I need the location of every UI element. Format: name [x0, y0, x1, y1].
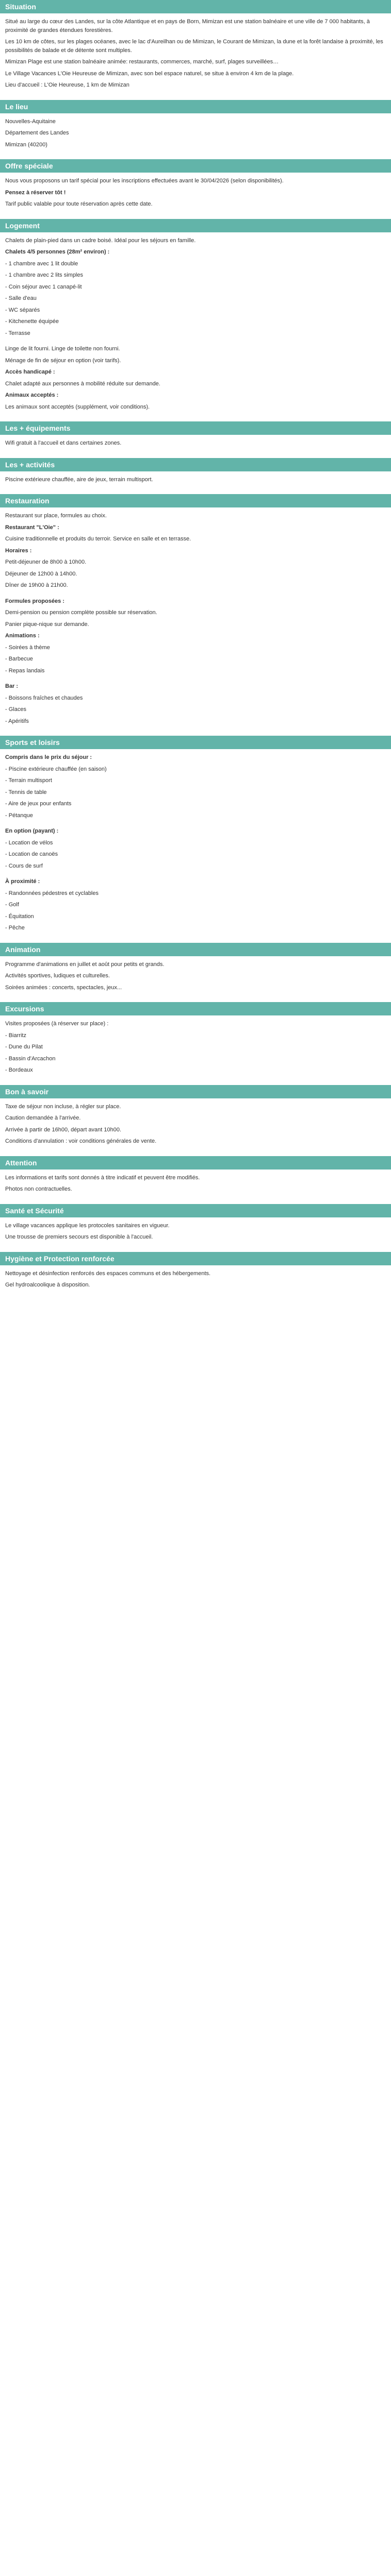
logement-item-7: - Terrasse [5, 330, 30, 336]
logement-subtitle-3: Animaux acceptés : [5, 392, 59, 398]
sports-subtitle-1: Compris dans le prix du séjour : [5, 754, 92, 760]
hygiene-text-2: Gel hydroalcoolique à disposition. [5, 1282, 90, 1288]
restauration-text-5: Dîner de 19h00 à 21h00. [5, 582, 68, 588]
sports-item-4: - Aire de jeux pour enfants [5, 801, 72, 807]
hygiene-section [0, 1265, 391, 1300]
excursions-item-4: - Bordeaux [5, 1067, 33, 1073]
restauration-text-7: Panier pique-nique sur demande. [5, 621, 89, 628]
excursions-section [0, 1015, 391, 1085]
sports-nearby-2: - Golf [5, 902, 19, 908]
situation-text-3: Mimizan Plage est une station balnéaire animée: restaurants, commerces, marché, surf, plages surveillées… [5, 59, 279, 65]
equipements-text-1: Wifi gratuit à l'accueil et dans certaines zones. [5, 440, 122, 446]
section-header-logement: Logement [0, 219, 391, 232]
bon-a-savoir-text-2: Caution demandée à l'arrivée. [5, 1115, 81, 1121]
sports-nearby-3: - Équitation [5, 913, 34, 920]
situation-text-4: Le Village Vacances L'Oie Heureuse de Mimizan, avec son bel espace naturel, se situe à environ 4 km de la plage. [5, 70, 294, 77]
attention-text-1: Les informations et tarifs sont donnés à titre indicatif et peuvent être modifiés. [5, 1174, 200, 1181]
offre-text-3: Tarif public valable pour toute réservation après cette date. [5, 201, 153, 207]
sports-subtitle-2: En option (payant) : [5, 828, 59, 834]
section-header-restauration: Restauration [0, 494, 391, 507]
restauration-text-3: Petit-déjeuner de 8h00 à 10h00. [5, 559, 87, 565]
restauration-anim-3: - Repas landais [5, 667, 45, 674]
logement-item-4: - Salle d'eau [5, 295, 37, 301]
sports-item-2: - Terrain multisport [5, 777, 52, 784]
animation-text-1: Programme d'animations en juillet et août pour petits et grands. [5, 961, 165, 968]
sports-nearby-4: - Pêche [5, 925, 25, 931]
logement-item-6: - Kitchenette équipée [5, 318, 59, 325]
excursions-item-3: - Bassin d'Arcachon [5, 1055, 56, 1062]
restauration-text-2: Cuisine traditionnelle et produits du terroir. Service en salle et en terrasse. [5, 536, 191, 542]
sports-item-1: - Piscine extérieure chauffée (en saison) [5, 766, 107, 772]
excursions-item-2: - Dune du Pilat [5, 1044, 43, 1050]
logement-subtitle-2: Accès handicapé : [5, 369, 55, 375]
logement-section [0, 232, 391, 422]
situation-text-1: Situé au large du cœur des Landes, sur la côte Atlantique et en pays de Born, Mimizan est une station balnéaire et une ville de 7 000 habitants, à proximité de grandes étendues forestières. [5, 19, 370, 33]
animation-section [0, 956, 391, 1003]
section-header-sante: Santé et Sécurité [0, 1204, 391, 1217]
restauration-subtitle-1: Restaurant "L'Oie" : [5, 524, 59, 531]
section-header-activites: Les + activités [0, 458, 391, 471]
sante-section [0, 1217, 391, 1252]
logement-text-5: Les animaux sont acceptés (supplément, voir conditions). [5, 403, 150, 410]
lieu-line-3: Mimizan (40200) [5, 141, 47, 148]
section-header-lieu: Le lieu [0, 100, 391, 113]
bon-a-savoir-text-1: Taxe de séjour non incluse, à régler sur place. [5, 1103, 121, 1110]
restauration-text-6: Demi-pension ou pension complète possible sur réservation. [5, 609, 157, 616]
offre-section [0, 173, 391, 219]
section-header-equipements: Les + équipements [0, 421, 391, 435]
sports-option-3: - Cours de surf [5, 862, 43, 869]
logement-item-3: - Coin séjour avec 1 canapé-lit [5, 283, 82, 290]
sports-nearby-1: - Randonnées pédestres et cyclables [5, 890, 99, 896]
excursions-item-1: - Biarritz [5, 1032, 26, 1039]
restauration-anim-1: - Soirées à thème [5, 644, 50, 651]
equipements-section [0, 435, 391, 458]
activites-text-1: Piscine extérieure chauffée, aire de jeux, terrain multisport. [5, 476, 153, 483]
sports-subtitle-3: À proximité : [5, 878, 40, 885]
sante-text-1: Le village vacances applique les protocoles sanitaires en vigueur. [5, 1222, 170, 1229]
sports-option-2: - Location de canoës [5, 851, 58, 857]
attention-text-2: Photos non contractuelles. [5, 1186, 72, 1192]
logement-subtitle-1: Chalets 4/5 personnes (28m² environ) : [5, 249, 110, 255]
section-header-situation: Situation [0, 0, 391, 13]
restauration-anim-2: - Barbecue [5, 656, 33, 662]
restauration-bar-2: - Glaces [5, 706, 26, 713]
restauration-bar-3: - Apéritifs [5, 718, 29, 724]
section-header-bon-a-savoir: Bon à savoir [0, 1085, 391, 1098]
logement-text-1: Chalets de plain-pied dans un cadre boisé. Idéal pour les séjours en famille. [5, 237, 196, 244]
lieu-line-1: Nouvelles-Aquitaine [5, 118, 56, 125]
section-header-offre: Offre spéciale [0, 159, 391, 173]
restauration-subtitle-5: Bar : [5, 683, 19, 689]
sports-item-3: - Tennis de table [5, 789, 47, 795]
sante-text-2: Une trousse de premiers secours est disponible à l'accueil. [5, 1234, 153, 1240]
restauration-bar-1: - Boissons fraîches et chaudes [5, 694, 83, 701]
offre-text-1: Nous vous proposons un tarif spécial pour les inscriptions effectuées avant le 30/04/2026 (selon disponibilités). [5, 178, 284, 184]
sports-option-1: - Location de vélos [5, 839, 53, 846]
restauration-subtitle-3: Formules proposées : [5, 598, 64, 604]
bon-a-savoir-section [0, 1098, 391, 1156]
situation-text-2: Les 10 km de côtes, sur les plages océanes, avec le lac d'Aureilhan ou de Mimizan, le Courant de Mimizan, la dune et la forêt landaise à proximité, les possibilités de balade et de détente sont multiples. [5, 39, 383, 54]
lieu-section [0, 113, 391, 160]
lieu-line-2: Département des Landes [5, 130, 69, 136]
logement-item-5: - WC séparés [5, 307, 40, 313]
section-header-attention: Attention [0, 1156, 391, 1170]
sports-item-5: - Pétanque [5, 812, 33, 819]
section-header-hygiene: Hygiène et Protection renforcée [0, 1252, 391, 1265]
restauration-subtitle-2: Horaires : [5, 547, 32, 554]
logement-text-4: Chalet adapté aux personnes à mobilité réduite sur demande. [5, 380, 160, 387]
restauration-section [0, 507, 391, 736]
excursions-text-1: Visites proposées (à réserver sur place) : [5, 1021, 109, 1027]
logement-text-3: Ménage de fin de séjour en option (voir tarifs). [5, 357, 121, 364]
attention-section [0, 1170, 391, 1204]
logement-item-1: - 1 chambre avec 1 lit double [5, 260, 78, 267]
restauration-text-4: Déjeuner de 12h00 à 14h00. [5, 570, 77, 577]
restauration-text-1: Restaurant sur place, formules au choix. [5, 513, 107, 519]
logement-text-2: Linge de lit fourni. Linge de toilette non fourni. [5, 346, 120, 352]
animation-text-2: Activités sportives, ludiques et culturelles. [5, 973, 110, 979]
animation-text-3: Soirées animées : concerts, spectacles, jeux... [5, 984, 122, 991]
section-header-excursions: Excursions [0, 1002, 391, 1015]
section-header-animation: Animation [0, 943, 391, 956]
offre-text-2: Pensez à réserver tôt ! [5, 189, 66, 196]
bon-a-savoir-text-3: Arrivée à partir de 16h00, départ avant 10h00. [5, 1126, 122, 1133]
hygiene-text-1: Nettoyage et désinfection renforcés des espaces communs et des hébergements. [5, 1270, 211, 1277]
logement-item-2: - 1 chambre avec 2 lits simples [5, 272, 83, 278]
situation-section [0, 13, 391, 100]
restauration-subtitle-4: Animations : [5, 633, 40, 639]
bon-a-savoir-text-4: Conditions d'annulation : voir conditions générales de vente. [5, 1138, 157, 1144]
activites-section [0, 471, 391, 495]
situation-text-5: Lieu d'accueil : L'Oie Heureuse, 1 km de Mimizan [5, 82, 129, 88]
sports-section [0, 749, 391, 943]
section-header-sports: Sports et loisirs [0, 736, 391, 749]
